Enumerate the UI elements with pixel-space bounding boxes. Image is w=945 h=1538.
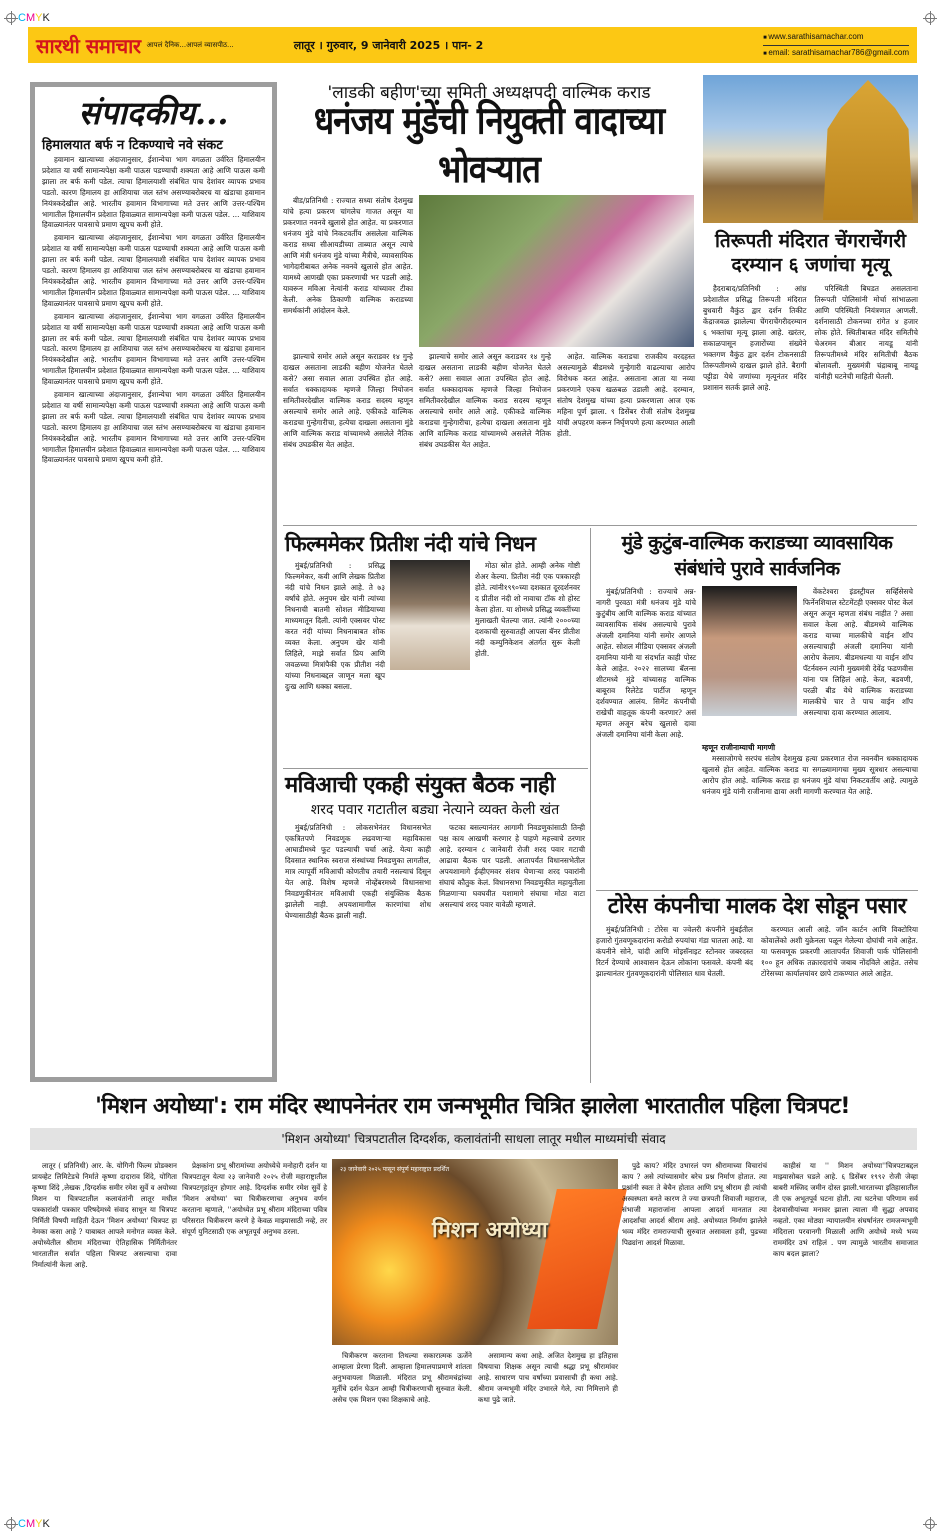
torres-column-1: मुंबई/प्रतिनिधी : टोरेस या ज्वेलरी कंपनीने मुंबईतील हजारो गुंतवणूकदारांना करोडो रुपयांचा गंडा घातला आहे. या कंपनीने सोने, चांदी आणि मोइसॅनाइट स्टोनवर जबरदस्त रिटर्न देण्याचे आश्वासन देऊन लोकांना फसवले. कंपनी बंद झाल्यानंतर गुंतवणूकदारांनी पोलिसात धाव घेतली.: [596, 925, 753, 978]
registration-mark-icon: [925, 13, 935, 23]
nandy-story: [285, 530, 585, 692]
lead-column-1: बीड/प्रतिनिधी : राज्यात सध्या संतोष देशमुख यांचे हत्या प्रकरण चांगलेच गाजत असून या प्रकरणात नवनवे खुलासे होत आहेत. या प्रकरणात धनंजय मुंडे यांचे निकटवर्तीय असलेला वाल्मिक कराड सध्या सीआयडीच्या ताब्यात असून त्याचे आणि मंत्री धनंजय मुंडे यांच्या मैत्रीचे, व्यावसायिक भागेदारीबाबत अनेक नवनवे खुलासे होत आहेत. यामध्ये आणखी एका प्रकरणाची भर पडली आहे. यावरून मविआ नेत्यांनी कराड यांच्यावर टीका केली. अनेक ठिकाणी वाल्मिक कराडच्या समर्थकांनी आंदोलन केले.: [283, 196, 413, 315]
mva-story: [285, 772, 585, 921]
tagline: आपलं दैनिक...आपलं व्यासपीठ...: [146, 40, 234, 49]
lead-column-3: आहेत. वाल्मिक कराडचा राजकीय वरदहस्त असल्यामुळे बीडमध्ये गुन्हेगारी वाढल्याचा आरोप विरोधक करत आहेत. असताना आता या नव्या प्रकरणाने एकच खळबळ उडाली आहे. दरम्यान, संतोष देशमुख यांच्या हत्या प्रकरणाला आज एक महिना पूर्ण झाला. ९ डिसेंबर रोजी संतोष देशमुख यांची अपहरण करून निर्घृणपणे हत्या करण्यात आली होती.: [557, 352, 695, 438]
torres-story: [596, 893, 918, 979]
newspaper-title: सारथी समाचार: [36, 33, 141, 58]
mva-column-1: मुंबई/प्रतिनिधी : लोकसभेनंतर विधानसभेत एकत्रितपणे निवडणूक लढवणाऱ्या महाविकास आघाडीमध्ये फूट पडल्याची चर्चा आहे. येत्या काही दिवसात स्थानिक स्वराज संस्थांच्या निवडणुका लागतील, मात्र त्यापूर्वी मविआची कोणतीच तयारी नसल्याचं दिसून येत आहे. विशेष म्हणजे नोव्हेंबरमध्ये विधानसभा निवडणुकीनंतर मविआची एकही संयुक्तिक बैठक झालेली नाही. अपयशामागील कारणांचा शोध घेण्यासाठीही बैठक झाली नाही.: [285, 823, 431, 920]
nandy-column-2: मोठा स्रोत होते. आम्ही अनेक गोष्टी शेअर केल्या. प्रितीश नंदी एक पत्रकारही होते. त्यांनी१९९०च्या दशकात दूरदर्शनवर द प्रीतीश नंदी शो नावाचा टॉक शो होस्ट केला होता. या शोमध्ये प्रसिद्ध व्यक्तींच्या मुलाखती घेतल्या जात. त्यांनी २०००च्या दशकाची सुरुवातही आपला बॅनर प्रीतीश नंदी कम्युनिकेशन अंतर्गत सुरू केली होती.: [475, 561, 580, 658]
mission-column-3: चित्रीकरण करताना तिथल्या सकारात्मक ऊर्जेने आम्हाला प्रेरणा दिली. आम्हाला हिमालयाप्रमाणे शांतता अनुभवायला मिळाली. मंदिरात प्रभू श्रीरामचंद्रांच्या मूर्तीचे दर्शन घेऊन आम्ही चित्रीकरणाची सुरुवात केली. असेच एक मिशन एका शिक्षकाचे आहे.: [332, 1351, 472, 1404]
registration-mark-icon: [6, 13, 16, 23]
mva-headline: मविआची एकही संयुक्त बैठक नाही: [285, 773, 555, 798]
poster-title: मिशन अयोध्या: [432, 1218, 548, 1243]
tirupati-temple-photo: [703, 75, 918, 223]
lead-story: [283, 80, 695, 450]
poster-release-date: २३ जानेवारी २०२५ पासून संपूर्ण महाराष्ट्रात प्रदर्शित: [340, 1166, 450, 1173]
lead-headline: धनंजय मुंडेंची नियुक्ती वादाच्या भोवऱ्यात: [313, 97, 665, 191]
mission-column-2: प्रेक्षकांना प्रभू श्रीरामांच्या अयोध्येचे मनोहारी दर्शन या चित्रपटातून येत्या २३ जानेवारी २०२५ रोजी महाराष्ट्रातील चित्रपटगृहांतून होणार आहे. दिग्दर्शक समीर रमेश सुर्वे हे 'मिशन अयोध्या' च्या चित्रीकरणाचा अनुभव वर्णन करताना म्हणाले, ''अयोध्येत प्रभू श्रीराम मंदिराच्या पवित्र परिसरात चित्रीकरण करणे हे केवळ माझ्यासाठी नव्हे, तर संपूर्ण युनिटसाठी एक अभूतपूर्व अनुभव ठरला.: [182, 1161, 327, 1236]
divider: [283, 525, 917, 526]
editorial-logo: संपादकीय...: [78, 94, 229, 132]
editorial-headline: हिमालयात बर्फ न टिकण्याचे नवे संकट: [42, 138, 223, 153]
cmyk-mark-top: CMYK: [18, 12, 50, 24]
tirupati-story: [703, 75, 918, 393]
cmyk-mark-bottom: CMYK: [18, 1518, 50, 1530]
editorial-body-continued: हवामान खात्याच्या अंदाजानुसार, ईशान्येचा भाग वगळता उर्वरित हिमालयीन प्रदेशात या वर्षी सामान्यपेक्षा कमी पाऊस पडण्याची शक्यता आहे आणि पाऊस कमी झाला तर बर्फ कमी पडेल. त्याचा हिमालयाशी संबंधित पाच देशांवर व्यापक प्रभाव पडतो. कारण हिमालय हा आशियाचा जल स्तंभ असण्याबरोबरच या खंडाचा हवामान नियंत्रकदेखील आहे. भारतीय हवामान विभागाच्या मते उत्तर आणि उत्तर-पश्चिम भागातील हिमालयीन प्रदेशात हिवाळ्यात सामान्यपेक्षा कमी पाऊस पडेल. ... याशिवाय हिवाळ्यानंतर पावसाचे प्रमाण खूपच कमी होते.: [42, 233, 265, 308]
mission-column-6: काहीसं या '' मिशन अयोध्या''चित्रपटाबद्दल माझ्यासोबत घडले आहे. ६ डिसेंबर १९९२ रोजी जेव्हा बाबरी मस्जिद जमीन दोस्त झाली.भारताच्या इतिहासातील ती एक अभूतपूर्व घटना होती. त्या घटनेचा परिणाम सर्व देशवासीयांच्या मनावर झाला त्याला मी सुद्धा अपवाद नव्हतो. एका मोठ्या न्यायालयीन संघर्षानंतर रामजन्मभूमी मंदिराला परवानगी मिळाली आणि अयोध्ये मध्ये भव्य राममंदिर उभं राहिलं . पण त्यामुळे भारतीय समाजात काय बदल झाला?: [773, 1161, 918, 1258]
mva-subheadline: शरद पवार गटातील बड्या नेत्याने व्यक्त केली खंत: [310, 802, 560, 818]
munde-karad-story: [596, 530, 918, 797]
nandy-column-1: मुंबई/प्रतिनिधी : प्रसिद्ध फिल्ममेकर, कवी आणि लेखक प्रितीश नंदी यांचे निधन झाले आहे. ते ७३ वर्षांचे होते. अनुपम खेर यांनी त्यांच्या निधनाची बातमी सोशल मीडियाच्या माध्यमातून दिली. त्यांनी एक्सवर पोस्ट करत नंदी यांच्या निधनाबाबत शोक व्यक्त केला. अनुपम खेर यांनी लिहिले, माझे सर्वात प्रिय आणि जवळच्या मित्रांपैकी एक प्रीतीश नंदी यांच्या निधनाबद्दल जाणून मला खूप दुःख आणि धक्का बसला.: [285, 561, 385, 691]
anjali-damania-photo: [702, 586, 797, 716]
mission-ayodhya-poster: [332, 1159, 618, 1345]
mission-ayodhya-headline: 'मिशन अयोध्या': राम मंदिर स्थापनेनंतर राम जन्मभूमीत चित्रित झालेला भारतातील पहिला चित्रपट!: [95, 1094, 850, 1119]
editorial-box: [30, 82, 277, 1082]
editorial-body-continued: हवामान खात्याच्या अंदाजानुसार, ईशान्येचा भाग वगळता उर्वरित हिमालयीन प्रदेशात या वर्षी सामान्यपेक्षा कमी पाऊस पडण्याची शक्यता आहे आणि पाऊस कमी झाला तर बर्फ कमी पडेल. त्याचा हिमालयाशी संबंधित पाच देशांवर व्यापक प्रभाव पडतो. कारण हिमालय हा आशियाचा जल स्तंभ असण्याबरोबरच या खंडाचा हवामान नियंत्रकदेखील आहे. भारतीय हवामान विभागाच्या मते उत्तर आणि उत्तर-पश्चिम भागातील हिमालयीन प्रदेशात हिवाळ्यात सामान्यपेक्षा कमी पाऊस पडेल. ... याशिवाय हिवाळ्यानंतर पावसाचे प्रमाण खूपच कमी होते.: [42, 311, 265, 387]
torres-headline: टोरेस कंपनीचा मालक देश सोडून पसार: [607, 894, 907, 919]
lead-kicker: 'लाडकी बहीण'च्या समिती अध्यक्षपदी वाल्मिक कराड: [327, 83, 651, 103]
munde-karad-column-2: वेंकटेश्वरा इंडस्ट्रीयल सर्व्हिसेसचे फिर्नेनशियाल स्टेटमेंटही एक्सवर पोस्ट केलं असून अजून म्हणता संबंध नाहीत ? असा सवाल केला आहे. बीडमध्ये वाल्मिक कराड याच्या मालकीचे वाईन शॉप असल्याचाही अंजली दमानिया यांनी आरोप केलाय. बीडमधल्या या वाईन शॉप पॅटर्नवरुन त्यांनी मुख्यमंत्री देवेंद्र फडणवीस यांना पत्र लिहिलं आहे. केज, बडवणी, परळी बीड येथे वाल्मिक कराडच्या मालकीचे चार ते पाच वाईन शॉप असल्याचा दावा करण्यात आलाय.: [803, 587, 913, 717]
divider: [590, 528, 591, 1083]
editorial-body-continued: हवामान खात्याच्या अंदाजानुसार, ईशान्येचा भाग वगळता उर्वरित हिमालयीन प्रदेशात या वर्षी सामान्यपेक्षा कमी पाऊस पडण्याची शक्यता आहे आणि पाऊस कमी झाला तर बर्फ कमी पडेल. त्याचा हिमालयाशी संबंधित पाच देशांवर व्यापक प्रभाव पडतो. कारण हिमालय हा आशियाचा जल स्तंभ असण्याबरोबरच या खंडाचा हवामान नियंत्रकदेखील आहे. भारतीय हवामान विभागाच्या मते उत्तर आणि उत्तर-पश्चिम भागातील हिमालयीन प्रदेशात हिवाळ्यात सामान्यपेक्षा कमी पाऊस पडेल. ... याशिवाय हिवाळ्यानंतर पावसाचे प्रमाण खूपच कमी होते.: [42, 390, 265, 465]
nandy-headline: फिल्ममेकर प्रितीश नंदी यांचे निधन: [285, 532, 536, 556]
lead-column-2: झाल्याचे समोर आले असून कराडवर १४ गुन्हे दाखल असताना लाडकी बहीण योजनेत घेतले कसे? असा सवाल आता उपस्थित होत आहे. सर्वात धक्कादायक म्हणजे जिल्हा नियोजन समितीवरदेखील वाल्मिक कराड सदस्य म्हणून असल्याचे समोर आले आहे. एकीकडे वाल्मिक कराडचा गुन्हेगारीचा, हत्येचा दाखला असताना मुंडे आणि वाल्मिक कराड यांच्यामध्ये असलेले नैतिक संबंध उघडकीस येत आहेत.: [419, 352, 551, 449]
munde-karad-column-3: मस्साजोगचे सरपंच संतोष देशमुख हत्या प्रकरणात रोज नवनवीन धक्कादायक खुलासे होत आहेत. वाल्मिक कराड या सगळ्यामागचा मुख्य सूत्रधार असल्याचा आरोप होत आहे. वाल्मिक कराड हा धनंजय मुंडे यांचा निकटवर्तीय आहे. त्यामुळे धनंजय मुंडे यांनी राजीनामा द्यावा अशी मागणी करण्यात येत आहे.: [702, 754, 918, 796]
munde-karad-column-1: मुंबई/प्रतिनिधी : राज्याचे अन्न-नागरी पुरवठा मंत्री धनंजय मुंडे यांचे कुटुंबीय आणि वाल्मिक कराड यांच्यात व्यावसायिक संबंध असल्याचे पुरावे अंजली दमानिया यांनी समोर आणले आहेत. सोशल मीडिया एक्सवर अंजली दमानिया यांनी या संदर्भात काही पोस्ट केले आहेत. २०२२ सालच्या बॅलन्स शीटमध्ये मुंडे यांच्यासह वाल्मिक बाबूराव रिलेटेड पार्टीज म्हणून दर्शवण्यात आलंय. सिमेंट कंपनीची राखेची वाहतूक कंपनी करणार? असं म्हणत अजून बरेच खुलासे दावा अंजली दमानिया यांनी केला आहे.: [596, 587, 696, 739]
mission-column-4: असामान्य कथा आहे. अजित देशमुख हा इतिहास विषयाचा शिक्षक असून त्याची श्रद्धा प्रभू श्रीरामांवर आहे. साधारण पाच वर्षांच्या प्रवासाची ही कथा आहे. श्रीराम जन्मभूमी मंदिर उभारले गेले, त्या निमित्ताने ही कथा पुढे जाते.: [478, 1351, 618, 1404]
munde-karad-photo: [419, 195, 694, 347]
mva-column-2: फटका बसल्यानंतर आगामी निवडणुकांसाठी तिन्ही पक्ष काय आखणी करणार हे पाहणे महत्त्वाचे ठरणार आहे. दरम्यान ८ जानेवारी रोजी शरद पवार गटाची आढावा बैठक पार पडली. आतापर्यंत विधानसभेतील अपयशामागे ईव्हीएमवर संशय घेणाऱ्या शरद पवारांनी संघाचं कौतुक केलं. विधानसभा निवडणुकीत महायुतीला मिळणाऱ्या घवघवीत यशामागे संघाचा मोठा वाटा असल्याचं शरद पवार यावेळी म्हणाले.: [439, 823, 585, 909]
mission-column-5: पुढे काय? मंदिर उभारलं पण श्रीरामाच्या विचारांचं काय ? असे त्यांच्यासमोर बरेच प्रश्न निर्माण होतात. त्या प्रश्नांनी स्वतः ते बेचैन होतात आणि प्रभू श्रीराम ही त्यांची अस्वस्थता बनते कारण ते ज्या छत्रपती शिवाजी महाराज, संभाजी महाराजांना आपला आदर्श मानतात त्या आदर्शांचा आदर्श श्रीराम आहे. अयोध्यात निर्माण झालेले भव्य मंदिर रामराज्याची सुरुवात असावला हवी, पुढच्या पिढ्यांना आदर्श मिळावा.: [622, 1161, 767, 1247]
contact-info: [763, 30, 909, 61]
tirupati-column-2: परिस्थिती बिघडत असलताना तिरूपती पोलिसांनी मोर्चा सांभाळला आणि परिस्थिती नियंत्रणात आणली. दर्शनासाठी टोकनच्या रांगेत ४ हजार लोक होते. स्थितीबाबत मंदिर समितीचे चेअरमन बीआर नायडू यांनी तिरूपतीमध्ये मंदिर समितीची बैठक बोलावली. मुख्यमंत्री चंद्राबाबू नायडू यांनीही घटनेची माहिती घेतली.: [814, 284, 918, 381]
munde-karad-headline: मुंडे कुटुंब-वाल्मिक कराडच्या व्यावसायिक संबंधांचे पुरावे सार्वजनिक: [621, 532, 893, 580]
tirupati-column-1: हैदराबाद/प्रतिनिधी : आंध्र प्रदेशातील प्रसिद्ध तिरूपती मंदिरात बुधवारी वैकुंठ द्वार दर्शन तिकीट केंद्राजवळ झालेल्या चेंगराचेंगरीदरम्यान ६ भक्तांचा मृत्यू झाला आहे. खरंतर, सकाळपासून हजारोंच्या संख्येने भक्तगण वैकुंठ द्वार दर्शन टोकनसाठी तिरूपतीमध्ये दाखल झाले होते. बैरागी पट्टीडा येथे जणांच्या मृत्यूनंतर मंदिर प्रशासन सतर्क झाले आहे.: [703, 284, 807, 392]
registration-mark-icon: [925, 1519, 935, 1529]
mission-ayodhya-subheadline: 'मिशन अयोध्या' चित्रपटातील दिग्दर्शक, कलावंतांनी साधला लातूर मधील माध्यमांची संवाद: [30, 1128, 917, 1150]
divider: [596, 890, 918, 891]
divider: [283, 768, 588, 769]
pritish-nandy-photo: [390, 560, 470, 670]
website-link[interactable]: ■ www.sarathisamachar.com: [763, 30, 909, 46]
registration-mark-icon: [6, 1519, 16, 1529]
masthead: [28, 27, 917, 63]
lead-column-1b: झाल्याचे समोर आले असून कराडवर १४ गुन्हे दाखल असताना लाडकी बहीण योजनेत घेतले कसे? असा सवाल आता उपस्थित होत आहे. सर्वात धक्कादायक म्हणजे जिल्हा नियोजन समितीवरदेखील वाल्मिक कराड सदस्य म्हणून असल्याचे समोर आले आहे. एकीकडे वाल्मिक कराडचा गुन्हेगारीचा, हत्येचा दाखला असताना मुंडे आणि वाल्मिक कराड यांच्यामध्ये असलेले नैतिक संबंध उघडकीस येत आहेत.: [283, 352, 413, 449]
tirupati-headline: तिरूपती मंदिरात चेंगराचेंगरी दरम्यान ६ जणांचा मृत्यू: [714, 230, 907, 276]
saffron-flag: [527, 1189, 627, 1329]
munde-karad-subhead: म्हणून राजीनाम्याची मागणी: [702, 743, 776, 752]
editorial-body: हवामान खात्याच्या अंदाजानुसार, ईशान्येचा भाग वगळता उर्वरित हिमालयीन प्रदेशात या वर्षी सामान्यपेक्षा कमी पाऊस पडण्याची शक्यता आहे आणि पाऊस कमी झाला तर बर्फ कमी पडेल. त्याचा हिमालयाशी संबंधित पाच देशांवर व्यापक प्रभाव पडतो. कारण हिमालय हा आशियाचा जल स्तंभ असण्याबरोबरच या खंडाचा हवामान नियंत्रकदेखील आहे. भारतीय हवामान विभागाच्या मते उत्तर आणि उत्तर-पश्चिम भागातील हिमालयीन प्रदेशात हिवाळ्यात सामान्यपेक्षा कमी पाऊस पडेल. ... याशिवाय हिवाळ्यानंतर पावसाचे प्रमाण खूपच कमी होते.: [42, 155, 265, 230]
email-link[interactable]: ■ email: sarathisamachar786@gmail.com: [763, 46, 909, 61]
torres-column-2: करण्यात आली आहे. जॉन कार्टन आणि विक्टोरिया कोवालेंको अशी युक्रेनला पळून गेलेल्या दोघांची नावे आहेत. या फसवणूक प्रकरणी आतापर्यंत शिवाजी पार्क पोलिसांनी १०० हून अधिक तक्रारदारांचे जबाब नोंदविले आहेत. तसेच टोरेसच्या कार्यालयांवर छापे टाकण्यात आले आहेत.: [761, 925, 918, 978]
dateline: लातूर । गुरुवार, 9 जानेवारी 2025 । पान- 2: [293, 38, 484, 52]
mission-column-1: लातूर ( प्रतिनिधी) आर. के. योगिनी फिल्म प्रोडक्शन प्रायव्हेट लिमिटेडचे निर्माते कृष्णा दादाराव शिंदे, योगिता कृष्णा शिंदे ,लेखक ,दिग्दर्शक समीर रमेश सुर्वे व अयोध्या मिशन या चित्रपटातील कलावंतांनी लातूर मधील पत्रकारांशी पत्रकार परिषदेमध्ये संवाद साधून या चित्रपट निर्मिती विषयी माहिती देऊन 'मिशन अयोध्या' चित्रपट हा नेमका कसा आहे ? याबाबत आपले मनोगत व्यक्त केले. अयोध्येतील श्रीराम मंदिराच्या ऐतिहासिक निर्मितीनंतर भारतातील सर्वात पहिला चित्रपट असल्याचा दावा निर्मात्यांनी केला आहे.: [32, 1161, 177, 1269]
